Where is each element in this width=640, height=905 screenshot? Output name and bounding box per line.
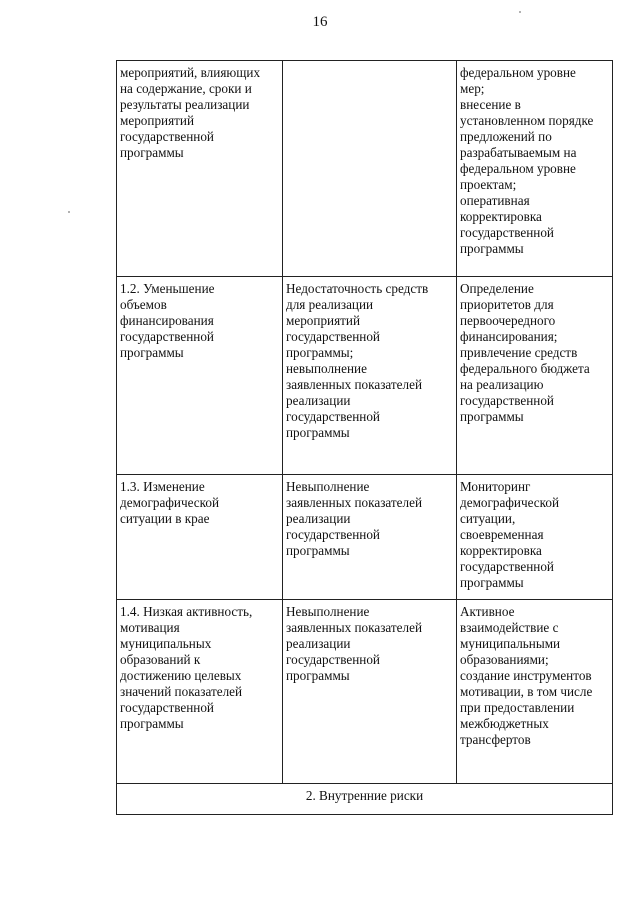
- page-number: 16: [312, 14, 328, 30]
- table-row: [117, 277, 613, 475]
- risk-table: [116, 60, 613, 815]
- scan-artifact-mark: [519, 11, 521, 13]
- section-heading: 2. Внутренние риски: [117, 784, 613, 815]
- table-row: [117, 600, 613, 784]
- description-cell: [283, 61, 457, 277]
- description-cell: Недостаточность средств для реализации мероприятий государственной программы; невыполнение заявленных показателей реализации государственной программы: [283, 277, 457, 475]
- description-cell: Невыполнение заявленных показателей реализации государственной программы: [283, 600, 457, 784]
- risk-cell: мероприятий, влияющих на содержание, сроки и результаты реализации мероприятий государственной программы: [117, 61, 283, 277]
- measures-cell: федеральном уровне мер; внесение в установленном порядке предложений по разрабатываемым на федеральном уровне проектам; оперативная корректировка государственной программы: [457, 61, 613, 277]
- measures-cell: Активное взаимодействие с муниципальными образованиями; создание инструментов мотивации, в том числе при предоставлении межбюджетных трансфертов: [457, 600, 613, 784]
- description-cell: Невыполнение заявленных показателей реализации государственной программы: [283, 475, 457, 600]
- section-heading-row: [117, 784, 613, 815]
- risk-cell: 1.2. Уменьшение объемов финансирования государственной программы: [117, 277, 283, 475]
- scan-artifact-mark: [68, 211, 70, 213]
- risk-cell: 1.4. Низкая активность, мотивация муниципальных образований к достижению целевых значений показателей государственной программы: [117, 600, 283, 784]
- risk-cell: 1.3. Изменение демографической ситуации в крае: [117, 475, 283, 600]
- measures-cell: Мониторинг демографической ситуации, своевременная корректировка государственной программы: [457, 475, 613, 600]
- table-row: [117, 475, 613, 600]
- measures-cell: Определение приоритетов для первоочередного финансирования; привлечение средств федерального бюджета на реализацию государственной программы: [457, 277, 613, 475]
- table-row: [117, 61, 613, 277]
